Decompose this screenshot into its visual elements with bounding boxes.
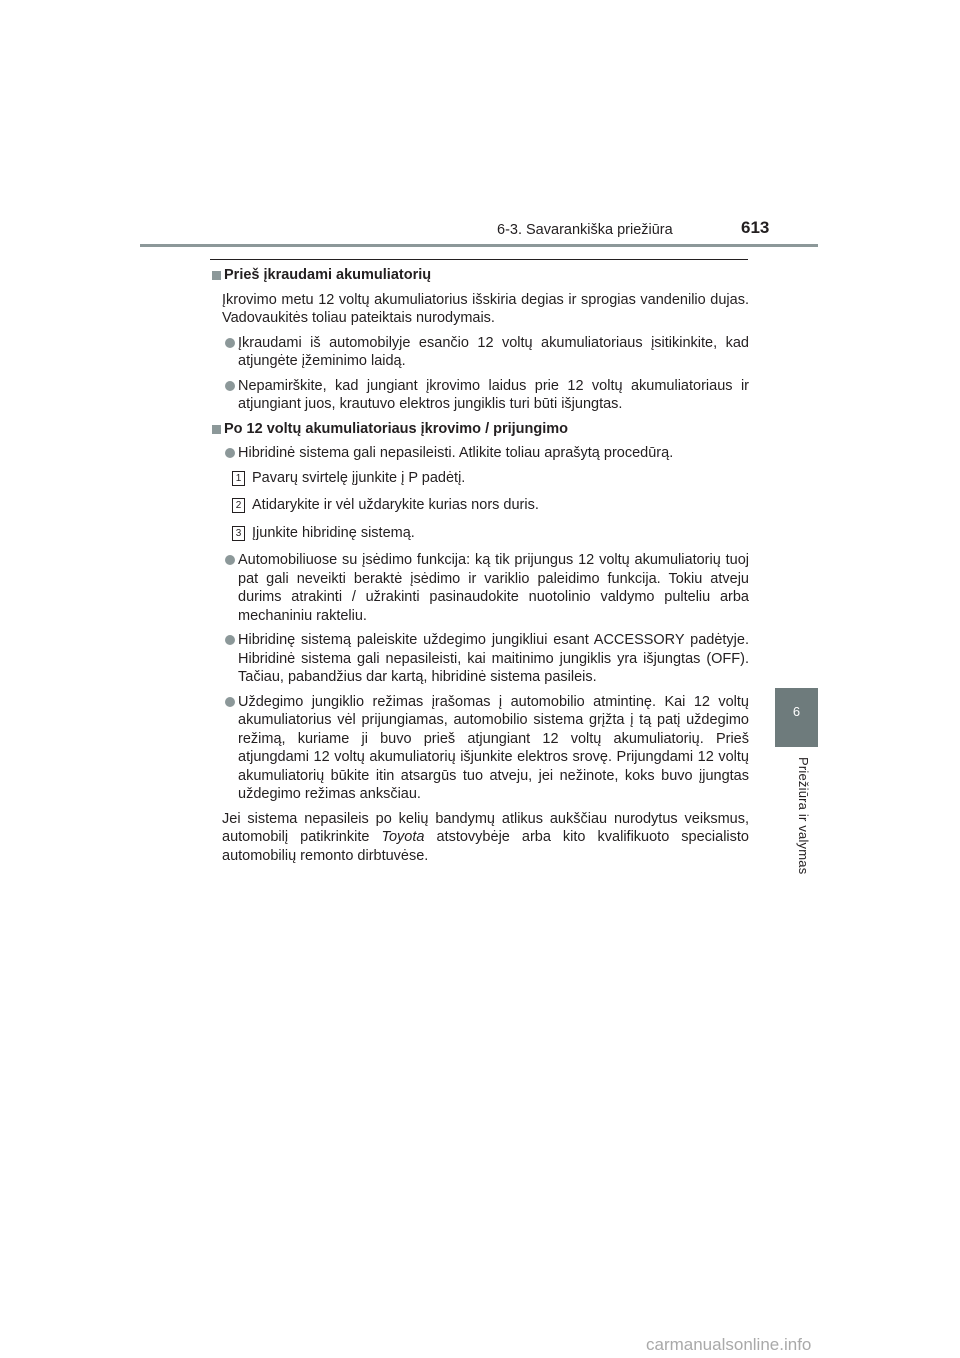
heading-text: Prieš įkraudami akumuliatorių (224, 267, 432, 283)
content-divider (210, 259, 748, 260)
brand-name: Toyota (381, 829, 425, 845)
round-bullet-icon (225, 697, 235, 707)
bullet-text: Įkraudami iš automobilyje esančio 12 voltų akumuliatoriaus įsitikinkite, kad atjungėte įžeminimo laidą. (238, 334, 749, 369)
round-bullet-icon (225, 381, 235, 391)
step-text: Pavarų svirtelę įjunkite į P padėtį. (252, 469, 466, 486)
bullet-item (210, 334, 749, 371)
page-number: 613 (741, 218, 770, 237)
bullet-item (210, 444, 749, 463)
bullet-text: Nepamirškite, kad jungiant įkrovimo laidus prie 12 voltų akumuliatoriaus ir atjungiant juos, krautuvo elektros jungiklis turi būti išjungtas. (238, 377, 749, 412)
round-bullet-icon (225, 338, 235, 348)
step-item (210, 496, 749, 515)
step-item (210, 469, 749, 488)
chapter-number: 6 (792, 704, 801, 719)
square-bullet-icon (212, 425, 221, 434)
step-text: Atidarykite ir vėl uždarykite kurias nors duris. (252, 497, 539, 513)
step-number: 1 (232, 471, 245, 486)
header-divider (140, 244, 818, 247)
bullet-item (210, 377, 749, 414)
round-bullet-icon (225, 448, 235, 458)
square-bullet-icon (212, 271, 221, 280)
round-bullet-icon (225, 555, 235, 565)
closing-text-start: Jei sistema nepasileis po kelių bandymų atlikus aukščiau nurodytus veiksmus, automobilį patikrinkite (222, 810, 749, 845)
manual-content (210, 266, 749, 865)
bullet-text: Uždegimo jungiklio režimas įrašomas į automobilio atmintinę. Kai 12 voltų akumuliatorius vėl prijungiamas, automobilio sistema grįžta į tą patį uždegimo režimą, kuriame ji buvo prieš atjungiant 12 voltų akumuliatorių. Prieš atjungdami 12 voltų akumuliatorių išjunkite elektros srovę. Prijungdami 12 voltų akumuliatorių būkite itin atsargūs tuo atveju, jei nežinote, koks buvo įjungtas uždegimo režimas anksčiau. (238, 693, 749, 802)
closing-text-end: atstovybėje arba kito kvalifikuoto specialisto automobilių remonto dirbtuvėse. (222, 829, 749, 864)
section-heading (210, 266, 749, 285)
step-item (210, 524, 749, 543)
watermark: carmanualsonline.info (646, 1335, 812, 1354)
bullet-text: Automobiliuose su įsėdimo funkcija: ką tik prijungus 12 voltų akumuliatorių tuoj pat gali neveikti beraktė įsėdimo ir variklio paleidimo funkcija. Tokiu atveju durims atrakinti / užrakinti pasinaudokite nuotolinio valdymo pulteliu arba mechaniniu rakteliu. (238, 552, 749, 624)
heading-text: Po 12 voltų akumuliatoriaus įkrovimo / prijungimo (224, 420, 569, 437)
closing-paragraph (222, 810, 749, 866)
bullet-item (210, 551, 749, 625)
bullet-item (210, 631, 749, 687)
bullet-text: Hibridinė sistema gali nepasileisti. Atlikite toliau aprašytą procedūrą. (238, 445, 674, 461)
step-number: 3 (232, 526, 245, 541)
section-title: 6-3. Savarankiška priežiūra (497, 222, 673, 238)
chapter-tab (775, 688, 818, 747)
chapter-label: Priežiūra ir valymas (796, 757, 811, 875)
step-text: Įjunkite hibridinę sistemą. (252, 524, 415, 541)
round-bullet-icon (225, 635, 235, 645)
paragraph: Įkrovimo metu 12 voltų akumuliatorius išskiria degias ir sprogias vandenilio dujas. Vadovaukitės toliau pateiktais nurodymais. (222, 291, 749, 326)
bullet-item (210, 693, 749, 804)
section-heading (210, 420, 749, 439)
bullet-text: Hibridinę sistemą paleiskite uždegimo jungikliui esant ACCESSORY padėtyje. Hibridinė sistema gali nepasileisti, kai maitinimo jungiklis yra išjungtas (OFF). Tačiau, pabandžius dar kartą, hibridinė sistema pasileis. (238, 632, 749, 685)
step-number: 2 (232, 498, 245, 513)
